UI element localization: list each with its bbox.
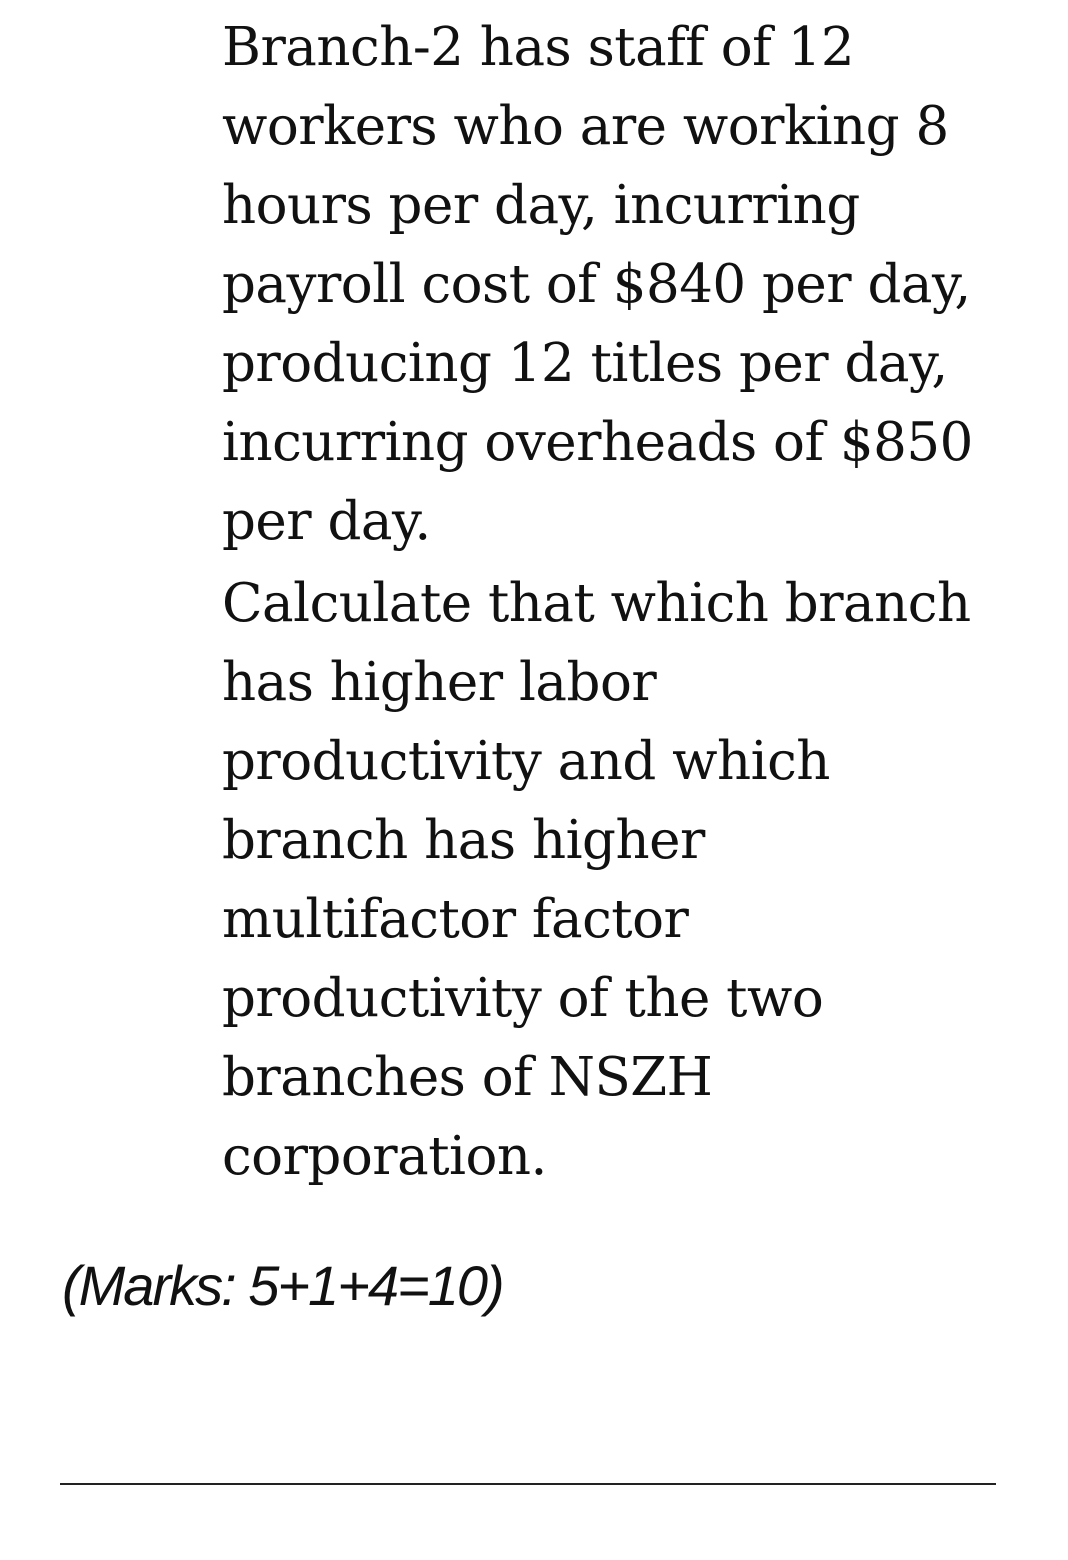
horizontal-divider bbox=[60, 1483, 996, 1485]
branch-2-details-paragraph: Branch-2 has staff of 12 workers who are working 8 hours per day, incurring payroll cost of $840 per day, producing 12 titles per day, incurring overheads of $850 per day. bbox=[222, 17, 973, 552]
question-text-block bbox=[222, 8, 1012, 1196]
question-instruction-paragraph: Calculate that which branch has higher labor productivity and which branch has higher multifactor factor productivity of the two branches of NSZH corporation. bbox=[222, 573, 971, 1187]
marks-allocation: (Marks: 5+1+4=10) bbox=[62, 1254, 503, 1317]
